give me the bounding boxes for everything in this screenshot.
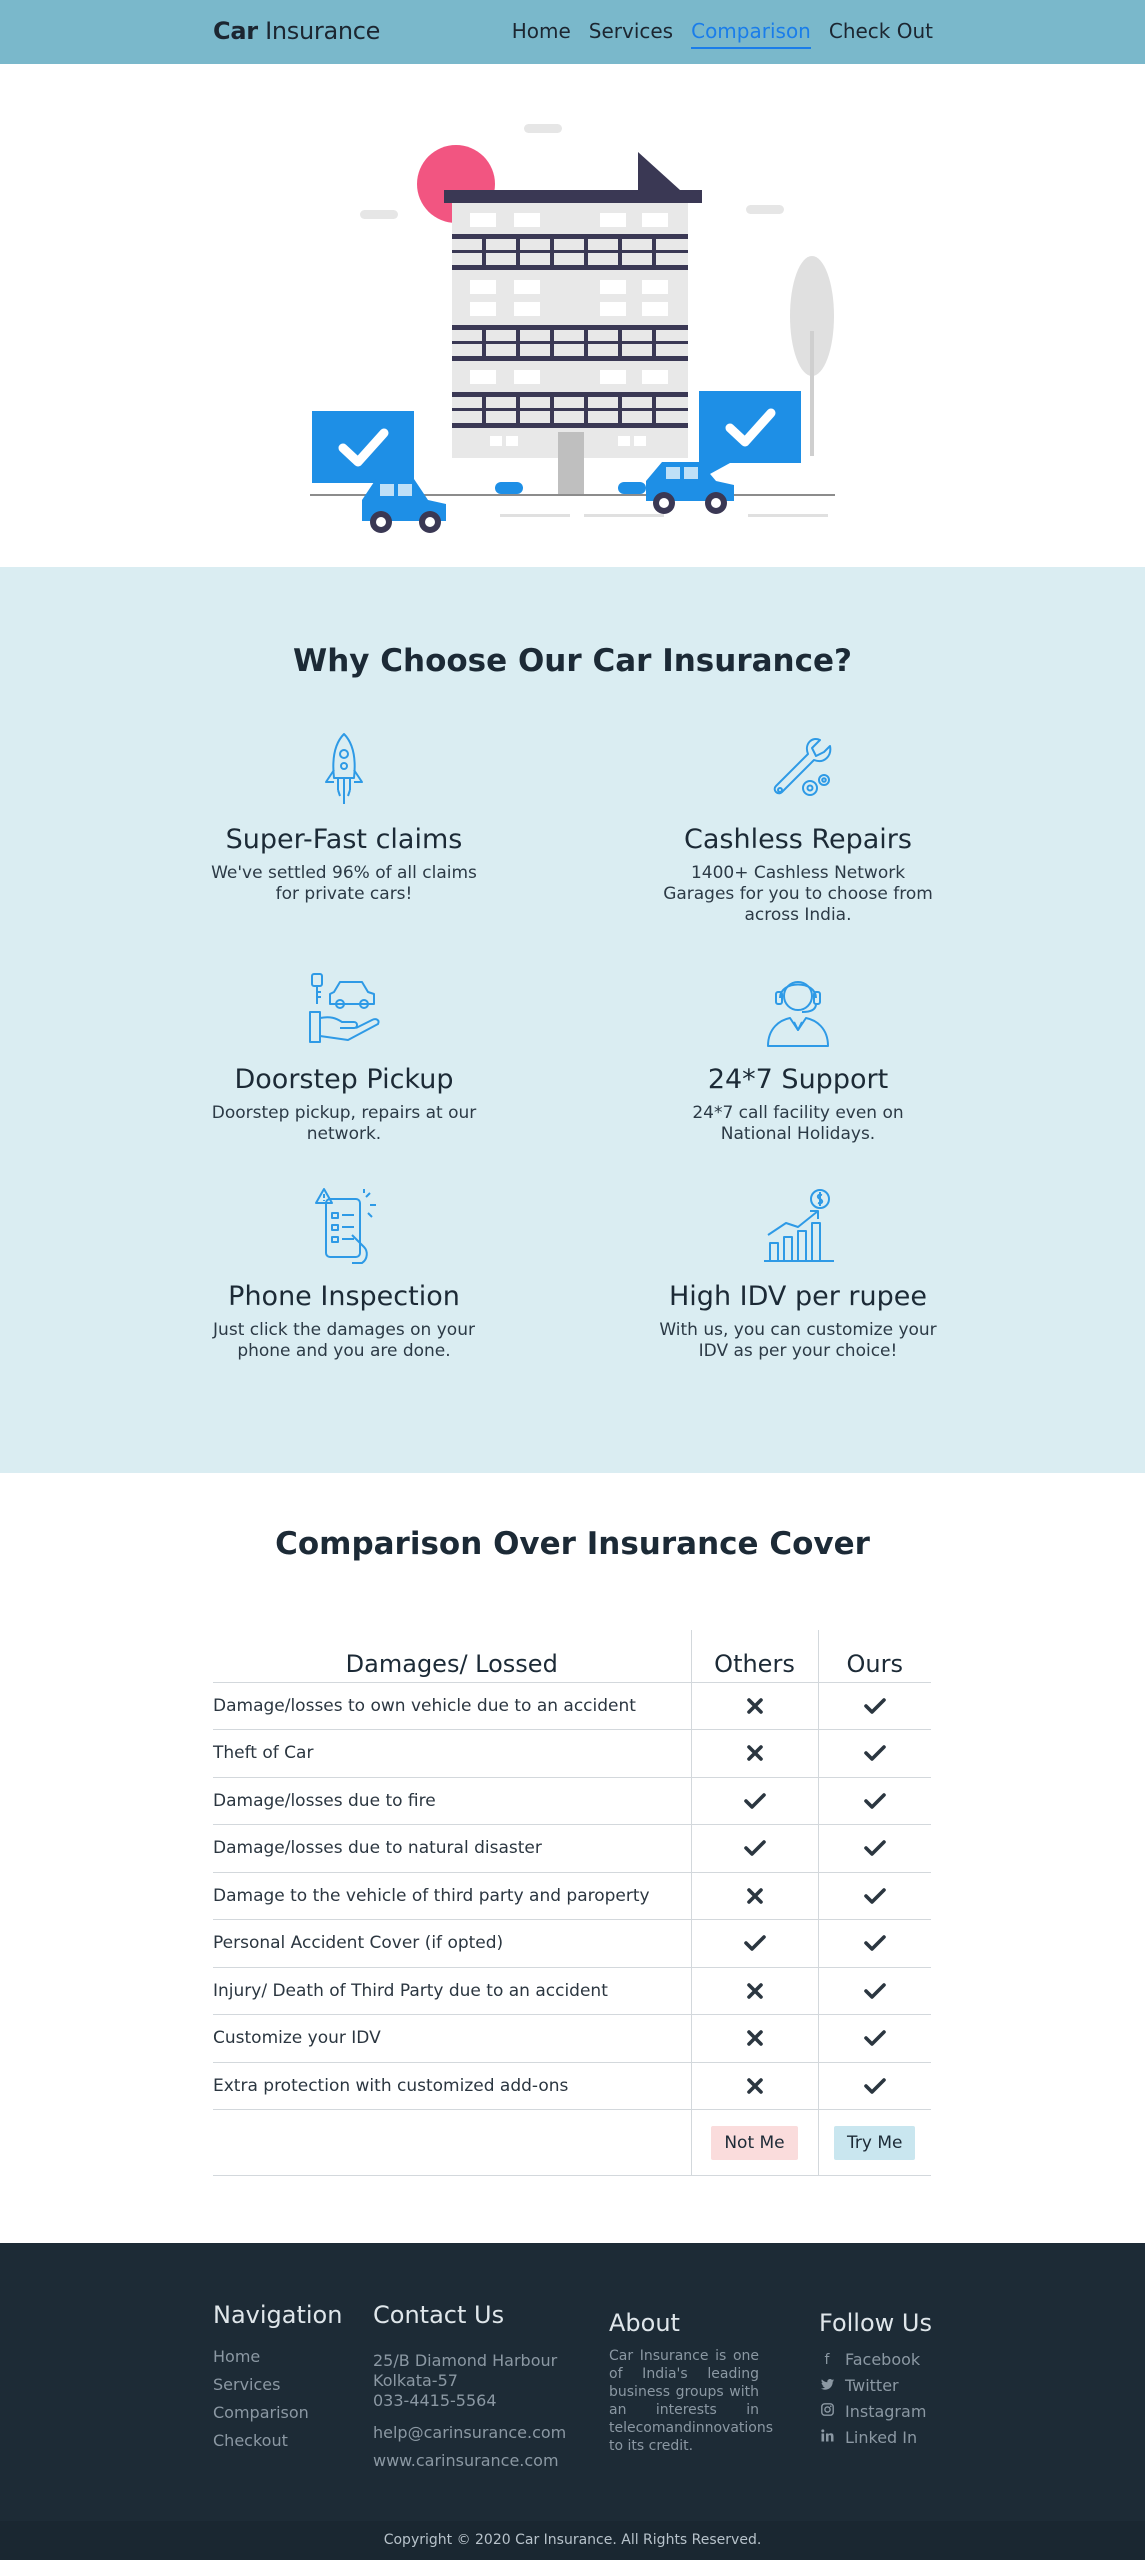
footer-link-services[interactable]: Services bbox=[213, 2375, 281, 2394]
others-cell bbox=[691, 1872, 818, 1920]
others-cell bbox=[691, 1825, 818, 1873]
feature-description: Doorstep pickup, repairs at our network. bbox=[211, 1103, 477, 1144]
check-icon bbox=[864, 2076, 886, 2096]
social-label: Linked In bbox=[845, 2428, 918, 2447]
hero-section bbox=[0, 64, 1145, 567]
table-button-row bbox=[213, 2110, 931, 2176]
feature-description: 1400+ Cashless Network Garages for you to choose from across India. bbox=[663, 863, 933, 925]
footer-about bbox=[609, 2309, 774, 2455]
copyright-bar: Copyright © 2020 Car Insurance. All Rights Reserved. bbox=[0, 2521, 1145, 2560]
feature-title: 24*7 Support bbox=[707, 1064, 889, 1095]
table-row bbox=[213, 1825, 931, 1873]
header-ours: Ours bbox=[818, 1630, 931, 1682]
feature-description: 24*7 call facility even on National Holidays. bbox=[692, 1103, 904, 1144]
contact-address-line2: Kolkata-57 bbox=[373, 2371, 458, 2390]
twitter-icon bbox=[819, 2373, 835, 2399]
empty-cell bbox=[213, 2110, 691, 2176]
others-button-cell bbox=[691, 2110, 818, 2176]
contact-phone[interactable]: 033-4415-5564 bbox=[373, 2391, 497, 2410]
ours-cell bbox=[818, 1825, 931, 1873]
table-row bbox=[213, 1682, 931, 1730]
social-label: Instagram bbox=[845, 2402, 927, 2421]
check-icon bbox=[744, 1838, 766, 1858]
feature-title: Phone Inspection bbox=[228, 1281, 460, 1312]
nav-links bbox=[512, 19, 933, 49]
feature-phone-inspection bbox=[164, 1187, 524, 1362]
social-label: Facebook bbox=[845, 2350, 921, 2369]
feature-high-idv bbox=[618, 1187, 978, 1362]
contact-website[interactable]: www.carinsurance.com bbox=[373, 2451, 559, 2470]
check-icon bbox=[864, 1838, 886, 1858]
cross-icon bbox=[746, 2028, 764, 2048]
cross-icon bbox=[746, 1886, 764, 1906]
cover-label: Theft of Car bbox=[213, 1730, 691, 1778]
feature-super-fast-claims bbox=[164, 730, 524, 905]
cover-label: Injury/ Death of Third Party due to an accident bbox=[213, 1967, 691, 2015]
comparison-table-body bbox=[213, 1682, 931, 2176]
ours-cell bbox=[818, 1777, 931, 1825]
feature-description: Just click the damages on your phone and you are done. bbox=[213, 1320, 475, 1361]
car-on-hand-icon bbox=[304, 970, 384, 1050]
ours-cell bbox=[818, 1920, 931, 1968]
social-label: Twitter bbox=[845, 2376, 899, 2395]
cover-label: Personal Accident Cover (if opted) bbox=[213, 1920, 691, 1968]
others-cell bbox=[691, 2062, 818, 2110]
cover-label: Extra protection with customized add-ons bbox=[213, 2062, 691, 2110]
cover-label: Damage/losses to own vehicle due to an accident bbox=[213, 1682, 691, 1730]
ours-cell bbox=[818, 1967, 931, 2015]
footer-about-title: About bbox=[609, 2309, 680, 2337]
feature-title: Doorstep Pickup bbox=[234, 1064, 454, 1095]
comparison-table bbox=[213, 1630, 931, 2176]
header-damages: Damages/ Lossed bbox=[213, 1630, 691, 1682]
cover-label: Damage to the vehicle of third party and paroperty bbox=[213, 1872, 691, 1920]
try-me-button[interactable]: Try Me bbox=[834, 2126, 915, 2160]
others-cell bbox=[691, 1920, 818, 1968]
feature-doorstep-pickup bbox=[164, 970, 524, 1145]
nav-link-services[interactable]: Services bbox=[588, 19, 674, 43]
check-icon bbox=[864, 1886, 886, 1906]
footer bbox=[0, 2243, 1145, 2560]
others-cell bbox=[691, 1967, 818, 2015]
table-row bbox=[213, 2015, 931, 2063]
linkedin-icon bbox=[819, 2425, 835, 2451]
footer-follow bbox=[819, 2309, 932, 2451]
social-instagram[interactable] bbox=[819, 2399, 932, 2425]
table-row bbox=[213, 1967, 931, 2015]
social-linkedin[interactable] bbox=[819, 2425, 932, 2451]
nav-link-home[interactable]: Home bbox=[511, 19, 571, 43]
ours-cell bbox=[818, 1872, 931, 1920]
check-icon bbox=[864, 1743, 886, 1763]
navbar bbox=[0, 0, 1145, 64]
check-icon bbox=[864, 1933, 886, 1953]
building-cars-illustration bbox=[300, 116, 845, 556]
brand-rest-text: Insurance bbox=[257, 17, 381, 45]
contact-address-line1: 25/B Diamond Harbour bbox=[373, 2351, 558, 2370]
cross-icon bbox=[746, 1743, 764, 1763]
cover-label: Damage/losses due to fire bbox=[213, 1777, 691, 1825]
feature-cashless-repairs bbox=[618, 730, 978, 926]
check-icon bbox=[864, 1981, 886, 2001]
check-icon bbox=[864, 1696, 886, 1716]
headset-agent-icon bbox=[758, 970, 838, 1050]
comparison-title: Comparison Over Insurance Cover bbox=[275, 1526, 870, 1562]
feature-title: High IDV per rupee bbox=[669, 1281, 927, 1312]
facebook-icon: f bbox=[824, 2352, 830, 2368]
why-choose-section bbox=[0, 567, 1145, 1473]
header-others: Others bbox=[691, 1630, 818, 1682]
feature-description: We've settled 96% of all claims for private cars! bbox=[211, 863, 477, 904]
check-icon bbox=[744, 1933, 766, 1953]
brand-bold-text: Car bbox=[213, 17, 258, 45]
footer-contact bbox=[373, 2301, 566, 2475]
ours-button-cell bbox=[818, 2110, 931, 2176]
table-row bbox=[213, 2062, 931, 2110]
nav-link-comparison[interactable]: Comparison bbox=[691, 19, 811, 49]
table-row bbox=[213, 1777, 931, 1825]
check-icon bbox=[744, 1791, 766, 1811]
phone-inspection-icon bbox=[304, 1187, 384, 1267]
footer-link-comparison[interactable]: Comparison bbox=[213, 2403, 309, 2422]
others-cell bbox=[691, 1730, 818, 1778]
ours-cell bbox=[818, 1730, 931, 1778]
table-header-row bbox=[213, 1630, 931, 1682]
ours-cell bbox=[818, 2015, 931, 2063]
check-icon bbox=[864, 2028, 886, 2048]
instagram-icon bbox=[819, 2399, 835, 2425]
contact-email[interactable]: help@carinsurance.com bbox=[373, 2423, 567, 2442]
social-twitter[interactable] bbox=[819, 2373, 932, 2399]
cross-icon bbox=[746, 1981, 764, 2001]
cross-icon bbox=[746, 1696, 764, 1716]
others-cell bbox=[691, 1682, 818, 1730]
footer-link-home[interactable]: Home bbox=[213, 2347, 261, 2366]
footer-follow-title: Follow Us bbox=[819, 2309, 932, 2337]
feature-title: Cashless Repairs bbox=[684, 824, 912, 855]
nav-link-checkout[interactable]: Check Out bbox=[828, 19, 933, 43]
feature-title: Super-Fast claims bbox=[225, 824, 463, 855]
others-cell bbox=[691, 1777, 818, 1825]
brand-logo[interactable] bbox=[213, 17, 380, 45]
cross-icon bbox=[746, 2076, 764, 2096]
footer-navigation-title: Navigation bbox=[213, 2301, 343, 2329]
social-facebook[interactable] bbox=[819, 2347, 932, 2373]
others-cell bbox=[691, 2015, 818, 2063]
table-row bbox=[213, 1730, 931, 1778]
check-icon bbox=[864, 1791, 886, 1811]
why-choose-title: Why Choose Our Car Insurance? bbox=[293, 643, 852, 679]
about-description: Car Insurance is one of India's leading business groups with an interests in telecomandinnovations to its credit. bbox=[609, 2348, 774, 2454]
rocket-icon bbox=[304, 730, 384, 810]
cover-label: Damage/losses due to natural disaster bbox=[213, 1825, 691, 1873]
footer-link-checkout[interactable]: Checkout bbox=[213, 2431, 288, 2450]
feature-description: With us, you can customize your IDV as per your choice! bbox=[659, 1320, 937, 1361]
table-row bbox=[213, 1872, 931, 1920]
growth-chart-icon bbox=[758, 1187, 838, 1267]
not-me-button[interactable]: Not Me bbox=[711, 2126, 797, 2160]
wrench-gear-icon bbox=[758, 730, 838, 810]
ours-cell bbox=[818, 1682, 931, 1730]
table-row bbox=[213, 1920, 931, 1968]
footer-navigation bbox=[213, 2301, 342, 2455]
feature-24x7-support bbox=[618, 970, 978, 1145]
cover-label: Customize your IDV bbox=[213, 2015, 691, 2063]
ours-cell bbox=[818, 2062, 931, 2110]
footer-contact-title: Contact Us bbox=[373, 2301, 505, 2329]
